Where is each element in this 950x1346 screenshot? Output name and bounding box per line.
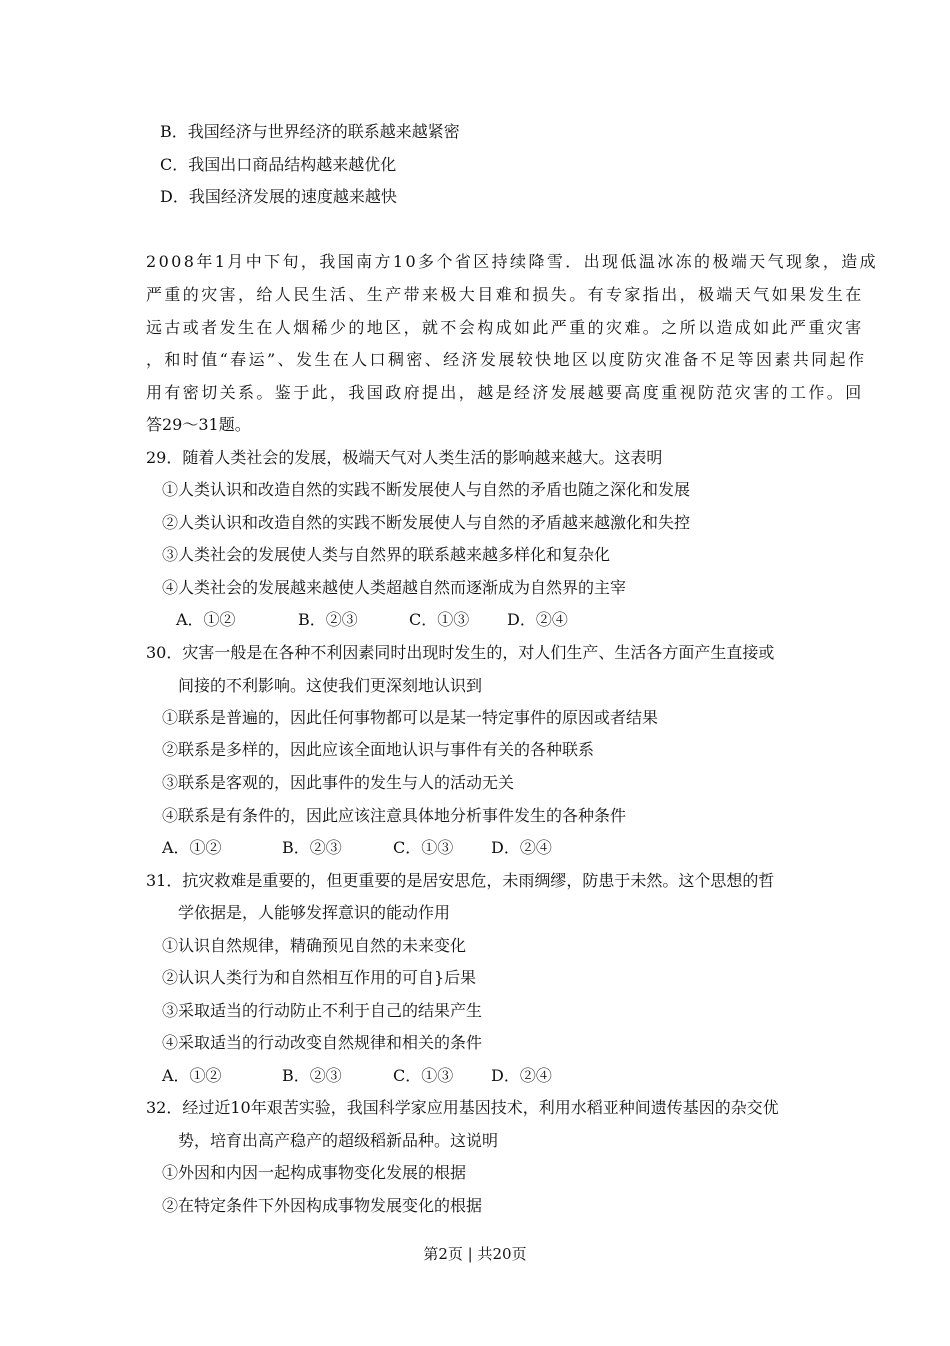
option-c: C．我国出口商品结构越来越优化 xyxy=(160,155,397,174)
passage-line: 答29～31题。 xyxy=(146,415,251,434)
passage-line: 用有密切关系。鉴于此，我国政府提出，越是经济发展越要高度重视防范灾害的工作。回 xyxy=(146,383,864,402)
question-30-stem: 30．灾害一般是在各种不利因素同时出现时发生的，对人们生产、生活各方面产生直接或 xyxy=(146,643,775,662)
question-30-stem-cont: 间接的不利影响。这使我们更深刻地认识到 xyxy=(178,676,483,695)
answer-a: A．①② xyxy=(162,838,222,857)
answer-c: C．①③ xyxy=(409,610,470,629)
question-32-stem: 32．经过近10年艰苦实验，我国科学家应用基因技术，利用水稻亚种间遗传基因的杂交优 xyxy=(146,1098,779,1117)
question-31-stem-cont: 学依据是，人能够发挥意识的能动作用 xyxy=(178,903,451,922)
question-29-answers xyxy=(176,610,568,630)
answer-c: C．①③ xyxy=(393,838,454,857)
answer-a: A．①② xyxy=(176,610,236,629)
passage-line: 远古或者发生在人烟稀少的地区，就不会构成如此严重的灾难。之所以造成如此严重灾害 xyxy=(146,318,864,337)
answer-d: D．②④ xyxy=(507,610,568,629)
question-30-item: ②联系是多样的，因此应该全面地认识与事件有关的各种联系 xyxy=(162,740,595,759)
option-d: D．我国经济发展的速度越来越快 xyxy=(160,187,397,206)
page-footer: 第2页 | 共20页 xyxy=(423,1245,527,1263)
question-30-item: ①联系是普遍的，因此任何事物都可以是某一特定事件的原因或者结果 xyxy=(162,708,659,727)
answer-b: B．②③ xyxy=(298,610,358,629)
answer-a: A．①② xyxy=(162,1066,222,1085)
question-30-item: ③联系是客观的，因此事件的发生与人的活动无关 xyxy=(162,773,515,792)
question-31-item: ②认识人类行为和自然相互作用的可自}后果 xyxy=(162,968,477,987)
question-32-stem-cont: 势，培育出高产稳产的超级稻新品种。这说明 xyxy=(178,1131,499,1150)
question-30-item: ④联系是有条件的，因此应该注意具体地分析事件发生的各种条件 xyxy=(162,806,627,825)
question-29-item: ④人类社会的发展越来越使人类超越自然而逐渐成为自然界的主宰 xyxy=(162,578,627,597)
question-31-item: ④采取适当的行动改变自然规律和相关的条件 xyxy=(162,1033,483,1052)
answer-b: B．②③ xyxy=(282,1066,342,1085)
question-32-item: ①外因和内因一起构成事物变化发展的根据 xyxy=(162,1163,467,1182)
question-31-item: ③采取适当的行动防止不利于自己的结果产生 xyxy=(162,1001,483,1020)
question-29-item: ②人类认识和改造自然的实践不断发展使人与自然的矛盾越来越激化和失控 xyxy=(162,513,691,532)
answer-d: D．②④ xyxy=(491,1066,552,1085)
question-29-item: ①人类认识和改造自然的实践不断发展使人与自然的矛盾也随之深化和发展 xyxy=(162,480,691,499)
question-31-item: ①认识自然规律，精确预见自然的未来变化 xyxy=(162,936,467,955)
question-29-stem: 29．随着人类社会的发展，极端天气对人类生活的影响越来越大。这表明 xyxy=(146,448,663,467)
question-32-item: ②在特定条件下外因构成事物发展变化的根据 xyxy=(162,1196,483,1215)
passage-line: 严重的灾害，给人民生活、生产带来极大目难和损失。有专家指出，极端天气如果发生在 xyxy=(146,285,864,304)
answer-b: B．②③ xyxy=(282,838,342,857)
question-31-stem: 31．抗灾救难是重要的，但更重要的是居安思危，未雨绸缪，防患于未然。这个思想的哲 xyxy=(146,871,775,890)
question-30-answers xyxy=(162,838,552,858)
question-29-item: ③人类社会的发展使人类与自然界的联系越来越多样化和复杂化 xyxy=(162,545,611,564)
passage-line: 2008年1月中下旬，我国南方10多个省区持续降雪．出现低温冰冻的极端天气现象，造成 xyxy=(146,252,879,271)
option-b: B．我国经济与世界经济的联系越来越紧密 xyxy=(160,122,460,141)
answer-c: C．①③ xyxy=(393,1066,454,1085)
answer-d: D．②④ xyxy=(491,838,552,857)
passage-line: ，和时值“春运”、发生在人口稠密、经济发展较快地区以度防灾准备不足等因素共同起作 xyxy=(146,350,867,369)
question-31-answers xyxy=(162,1066,552,1086)
